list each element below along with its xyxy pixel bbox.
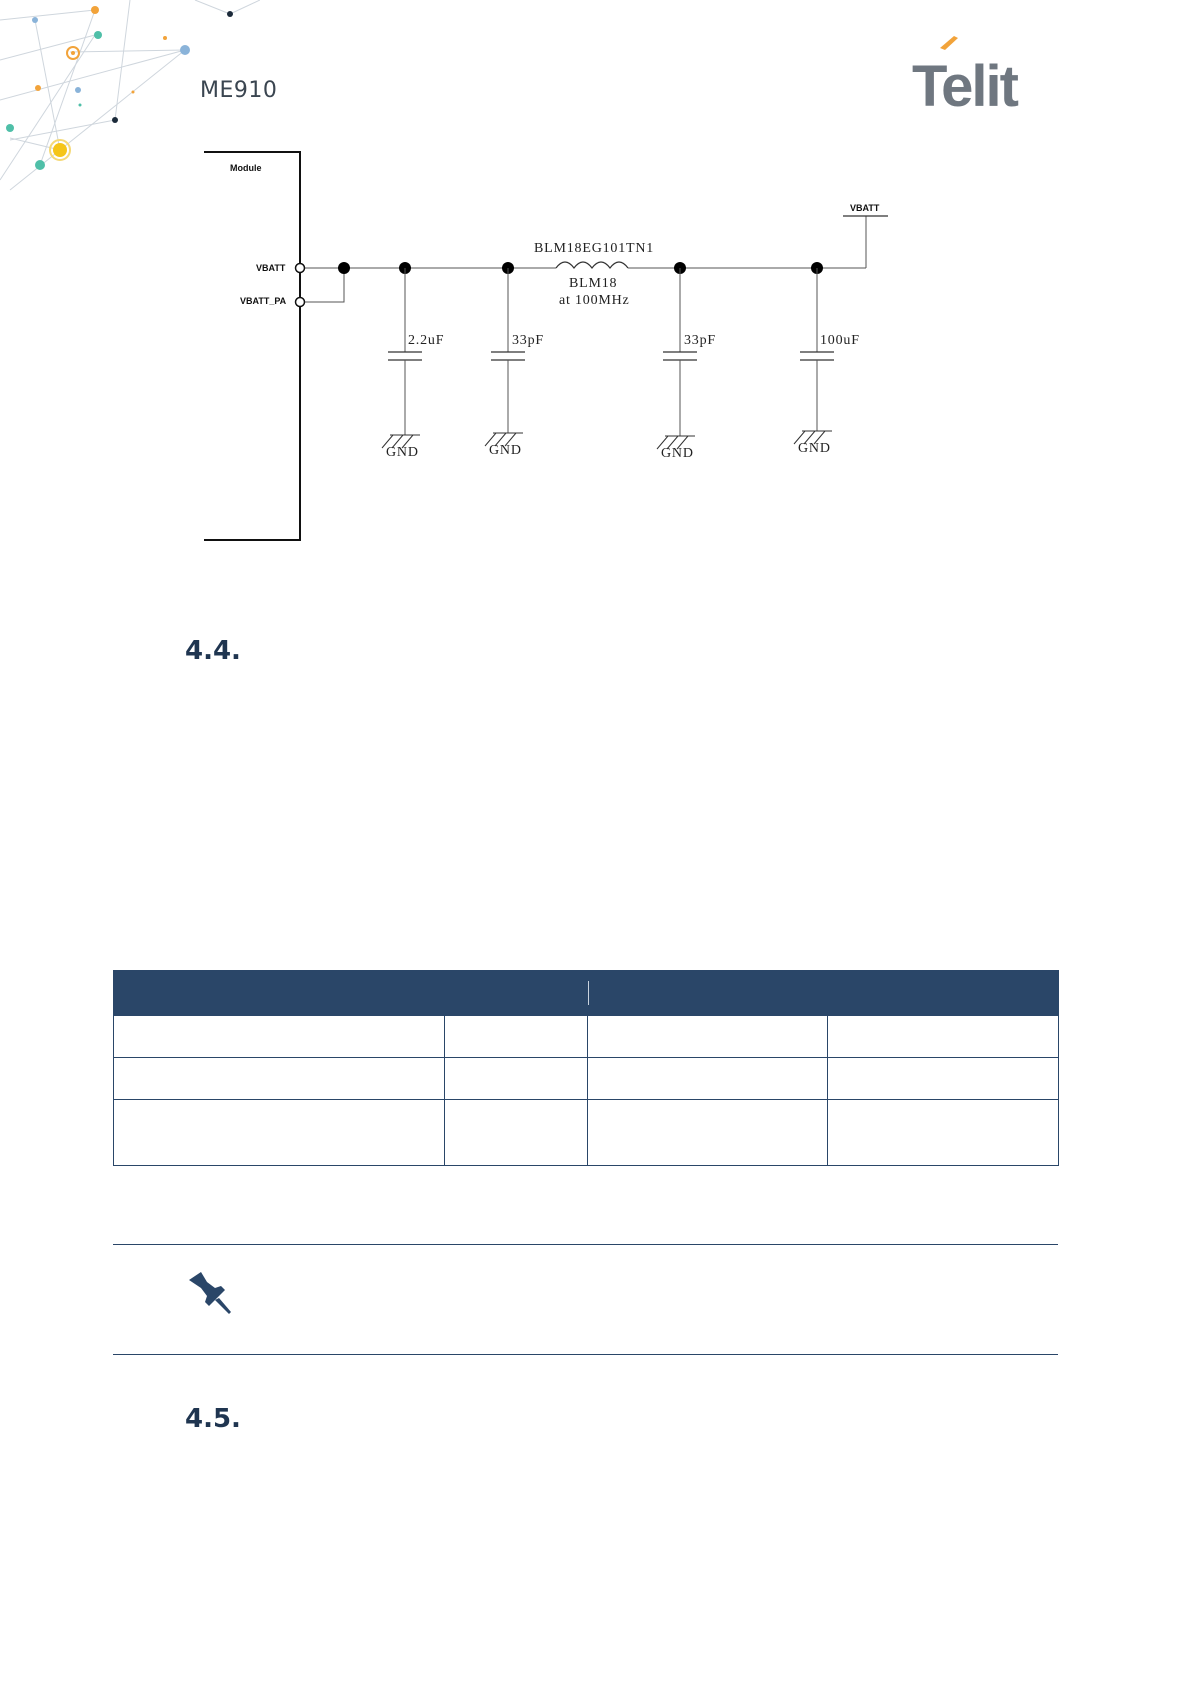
table-cell [114, 1016, 445, 1058]
header-divider [588, 981, 589, 1005]
module-outline [204, 152, 300, 540]
section-heading-4-4: 4.4. [185, 636, 241, 666]
gnd-label-2: GND [489, 443, 522, 458]
table-cell [588, 1016, 828, 1058]
pin-vbatt-pa-label: VBATT_PA [240, 296, 287, 306]
capacitor-4-value: 100uF [820, 333, 860, 348]
table-cell [828, 1058, 1059, 1100]
note-top-rule [113, 1244, 1058, 1245]
table-cell [828, 1100, 1059, 1166]
pin-vbatt-terminal [296, 264, 305, 273]
module-label: Module [230, 163, 262, 173]
table-row [114, 1100, 1059, 1166]
table-header-cell-left [114, 971, 588, 1016]
table-row [114, 1016, 1059, 1058]
power-supply-schematic [0, 130, 1191, 550]
gnd-label-3: GND [661, 446, 694, 461]
capacitor-2 [485, 268, 544, 458]
table-cell [588, 1058, 828, 1100]
table-row [114, 1058, 1059, 1100]
capacitor-1-value: 2.2uF [408, 333, 445, 348]
ferrite-spec: at 100MHz [559, 293, 630, 308]
telit-logo [912, 34, 1042, 114]
table-header-row [114, 971, 1059, 1016]
section-heading-4-5: 4.5. [185, 1404, 241, 1434]
ferrite-name: BLM18 [569, 276, 618, 291]
capacitor-4 [794, 268, 860, 456]
spec-table [113, 970, 1059, 1166]
document-title: ME910 [200, 78, 278, 103]
vbatt-supply-label: VBATT [850, 203, 880, 213]
pushpin-icon [185, 1268, 237, 1320]
table-cell [445, 1058, 588, 1100]
svg-text:Telit: Telit [912, 54, 1017, 114]
capacitor-1 [382, 268, 444, 460]
ferrite-part-number: BLM18EG101TN1 [534, 241, 655, 256]
pin-vbatt-label: VBATT [256, 263, 286, 273]
gnd-label-4: GND [798, 441, 831, 456]
capacitor-3 [657, 268, 716, 461]
table-cell [114, 1100, 445, 1166]
capacitor-2-value: 33pF [512, 333, 544, 348]
capacitor-3-value: 33pF [684, 333, 716, 348]
table-cell [445, 1016, 588, 1058]
gnd-label-1: GND [386, 445, 419, 460]
table-cell [828, 1016, 1059, 1058]
table-cell [114, 1058, 445, 1100]
note-bottom-rule [113, 1354, 1058, 1355]
pin-vbatt-pa-terminal [296, 298, 305, 307]
table-cell [588, 1100, 828, 1166]
table-cell [445, 1100, 588, 1166]
table-header-cell-right [588, 971, 1059, 1016]
